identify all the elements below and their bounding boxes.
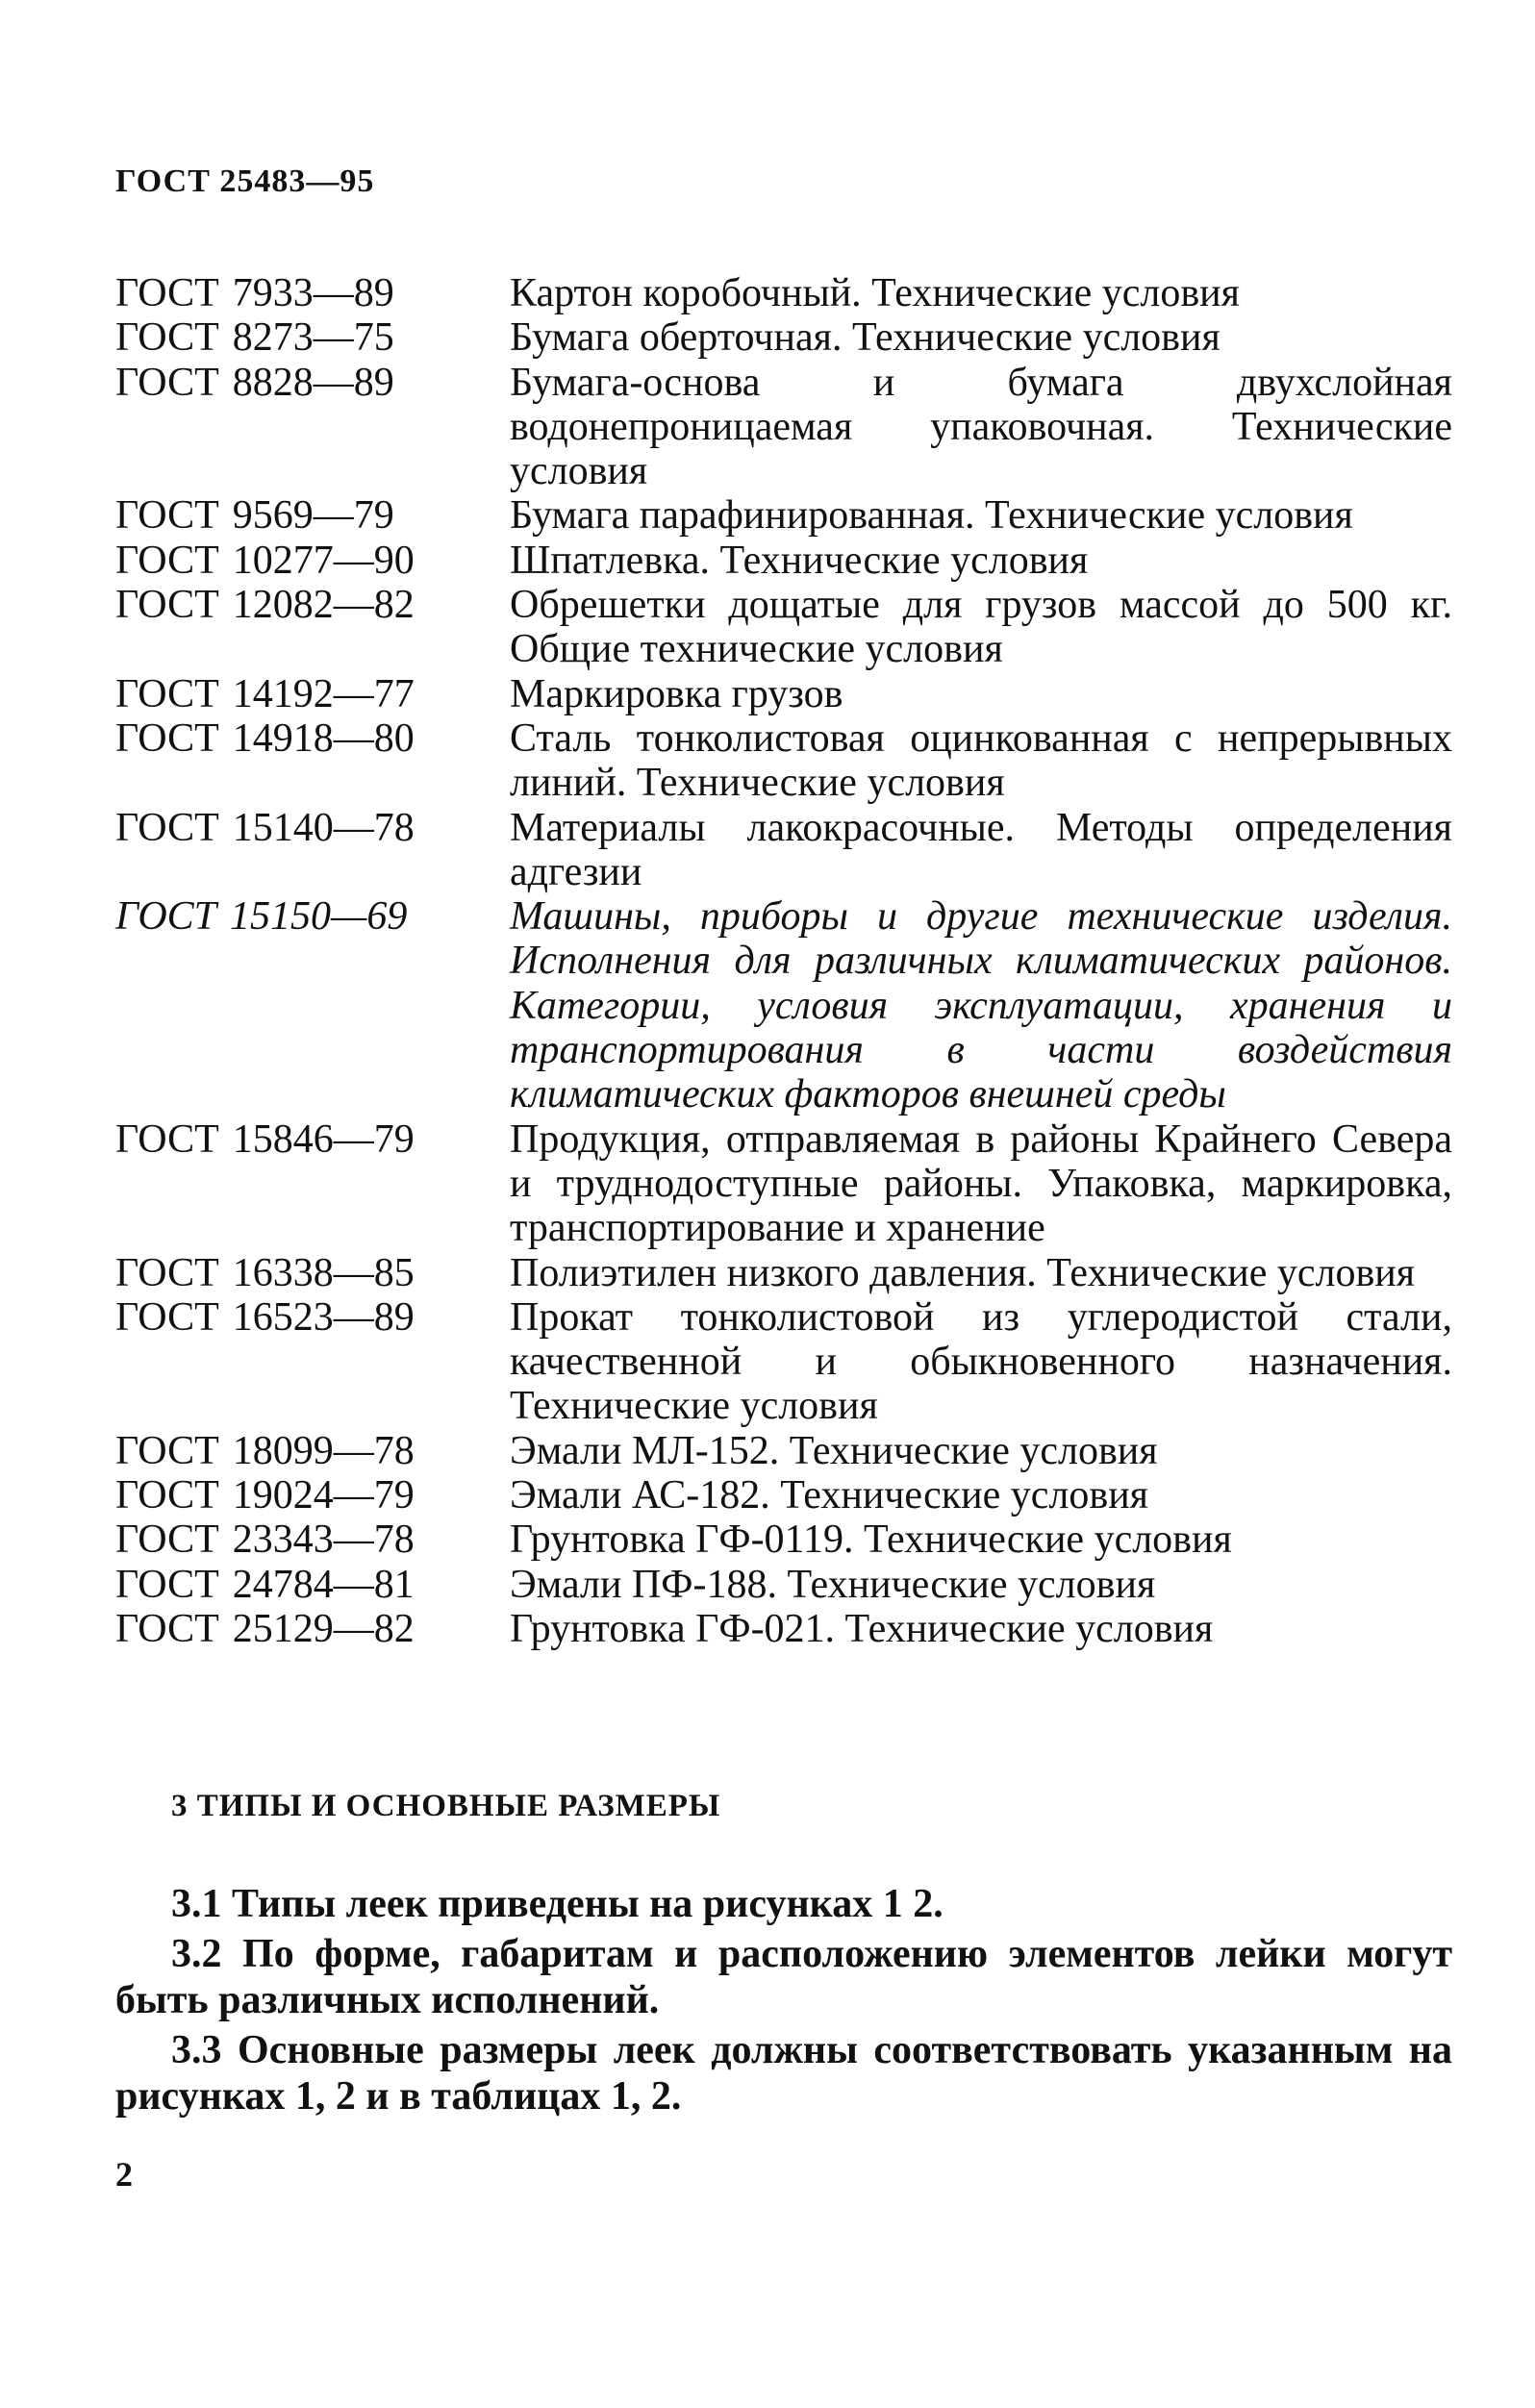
reference-title: Картон коробочный. Технические условия <box>510 271 1240 315</box>
reference-prefix: ГОСТ <box>115 1518 219 1563</box>
reference-row <box>115 894 1452 1116</box>
reference-row <box>115 361 1452 494</box>
reference-code <box>115 1251 510 1295</box>
reference-row <box>115 271 1452 315</box>
reference-code <box>115 315 510 360</box>
running-header: ГОСТ 25483—95 <box>115 163 375 199</box>
reference-title: Бумага оберточная. Технические условия <box>510 315 1220 361</box>
reference-row <box>115 716 1452 806</box>
reference-row <box>115 1518 1452 1562</box>
reference-number: 10277—90 <box>232 538 415 583</box>
paragraph-3-3 <box>115 2027 1452 2120</box>
reference-row <box>115 1251 1452 1295</box>
reference-prefix: ГОСТ <box>115 1250 219 1295</box>
reference-prefix: ГОСТ <box>115 583 219 628</box>
reference-code <box>115 539 510 583</box>
reference-code <box>115 1518 510 1562</box>
reference-prefix: ГОСТ <box>115 493 219 539</box>
reference-title: Материалы лакокрасочные. Методы определения адгезии <box>510 805 1452 894</box>
reference-number: 16523—89 <box>232 1294 415 1340</box>
reference-title: Эмали АС-182. Технические условия <box>510 1473 1149 1518</box>
reference-prefix: ГОСТ <box>115 538 219 583</box>
reference-code <box>115 1563 510 1607</box>
reference-prefix: ГОСТ <box>115 715 219 761</box>
reference-title: Шпатлевка. Технические условия <box>510 538 1089 583</box>
reference-title: Полиэтилен низкого давления. Технические условия <box>510 1250 1416 1295</box>
reference-number: 14192—77 <box>232 671 415 716</box>
reference-prefix: ГОСТ <box>115 671 219 716</box>
reference-number: 12082—82 <box>232 583 415 628</box>
reference-prefix: ГОСТ <box>115 1606 219 1651</box>
reference-row <box>115 539 1452 583</box>
reference-row <box>115 672 1452 716</box>
reference-prefix: ГОСТ <box>115 271 219 315</box>
reference-prefix: ГОСТ <box>115 805 219 850</box>
reference-prefix: ГОСТ <box>115 1116 219 1162</box>
reference-code <box>115 583 510 672</box>
reference-title: Грунтовка ГФ-021. Технические условия <box>510 1606 1214 1651</box>
reference-row <box>115 806 1452 895</box>
section-heading: 3 ТИПЫ И ОСНОВНЫЕ РАЗМЕРЫ <box>171 1789 721 1823</box>
reference-row <box>115 1295 1452 1429</box>
reference-number: 7933—89 <box>232 271 394 315</box>
reference-row <box>115 315 1452 360</box>
reference-title: Продукция, отправляемая в районы Крайнего Севера и труднодоступные районы. Упаковка, маркировка, транспортирование и хранение <box>510 1116 1452 1251</box>
reference-code <box>115 1117 510 1251</box>
reference-number: 15140—78 <box>232 805 415 850</box>
reference-title: Эмали ПФ-188. Технические условия <box>510 1562 1156 1607</box>
reference-prefix: ГОСТ <box>115 1562 219 1607</box>
reference-title: Бумага-основа и бумага двухслойная водонепроницаемая упаковочная. Технические условия <box>510 360 1452 494</box>
reference-title: Маркировка грузов <box>510 671 843 716</box>
paragraph-3-2 <box>115 1931 1452 2023</box>
reference-prefix: ГОСТ <box>115 315 219 361</box>
normative-references-list <box>115 271 1452 1651</box>
reference-title: Сталь тонколистовая оцинкованная с непрерывных линий. Технические условия <box>510 715 1452 806</box>
reference-number: 19024—79 <box>232 1473 415 1518</box>
reference-title: Обрешетки дощатые для грузов массой до 500 кг. Общие технические условия <box>510 583 1452 672</box>
reference-number: 25129—82 <box>232 1606 415 1651</box>
reference-title: Эмали МЛ-152. Технические условия <box>510 1428 1158 1473</box>
reference-number: 16338—85 <box>232 1250 415 1295</box>
reference-number: 15150—69 <box>230 894 408 940</box>
reference-number: 18099—78 <box>232 1428 415 1473</box>
reference-prefix: ГОСТ <box>115 1294 219 1340</box>
reference-row <box>115 1117 1452 1251</box>
reference-number: 15846—79 <box>232 1116 415 1162</box>
paragraph-text: 3.2 По форме, габаритам и расположению элементов лейки могут быть различных исполнений. <box>115 1932 1452 2022</box>
reference-prefix: ГОСТ <box>115 360 219 405</box>
reference-title: Прокат тонколистовой из углеродистой стали, качественной и обыкновенного назначения. Технические условия <box>510 1294 1452 1429</box>
reference-code <box>115 716 510 806</box>
reference-number: 14918—80 <box>232 715 415 761</box>
reference-code <box>115 361 510 494</box>
reference-row <box>115 1473 1452 1518</box>
reference-row <box>115 1429 1452 1473</box>
reference-title: Грунтовка ГФ-0119. Технические условия <box>510 1518 1232 1563</box>
reference-row <box>115 583 1452 672</box>
reference-number: 23343—78 <box>232 1518 415 1563</box>
reference-code <box>115 894 510 1116</box>
reference-prefix: ГОСТ <box>115 894 217 940</box>
reference-code <box>115 672 510 716</box>
reference-row <box>115 1607 1452 1651</box>
reference-code <box>115 1607 510 1651</box>
paragraph-3-1 <box>115 1881 1452 1927</box>
paragraph-text: 3.1 Типы леек приведены на рисунках 1 2. <box>171 1882 944 1926</box>
reference-title: Машины, приборы и другие технические изделия. Исполнения для различных климатических районов. Категории, условия эксплуатации, хранения и транспортирования в части воздействия климатических факторов внешней среды <box>510 894 1452 1117</box>
reference-code <box>115 1473 510 1518</box>
reference-number: 9569—79 <box>232 493 394 539</box>
reference-row <box>115 493 1452 538</box>
reference-title: Бумага парафинированная. Технические условия <box>510 493 1353 539</box>
reference-prefix: ГОСТ <box>115 1473 219 1518</box>
reference-number: 8273—75 <box>232 315 394 361</box>
reference-code <box>115 1429 510 1473</box>
reference-code <box>115 493 510 538</box>
reference-number: 24784—81 <box>232 1562 415 1607</box>
reference-prefix: ГОСТ <box>115 1428 219 1473</box>
paragraph-text: 3.3 Основные размеры леек должны соответствовать указанным на рисунках 1, 2 и в таблицах 1, 2. <box>115 2028 1452 2119</box>
page-number: 2 <box>115 2155 133 2194</box>
reference-number: 8828—89 <box>232 360 394 405</box>
reference-code <box>115 806 510 895</box>
reference-row <box>115 1563 1452 1607</box>
reference-code <box>115 271 510 315</box>
reference-code <box>115 1295 510 1429</box>
